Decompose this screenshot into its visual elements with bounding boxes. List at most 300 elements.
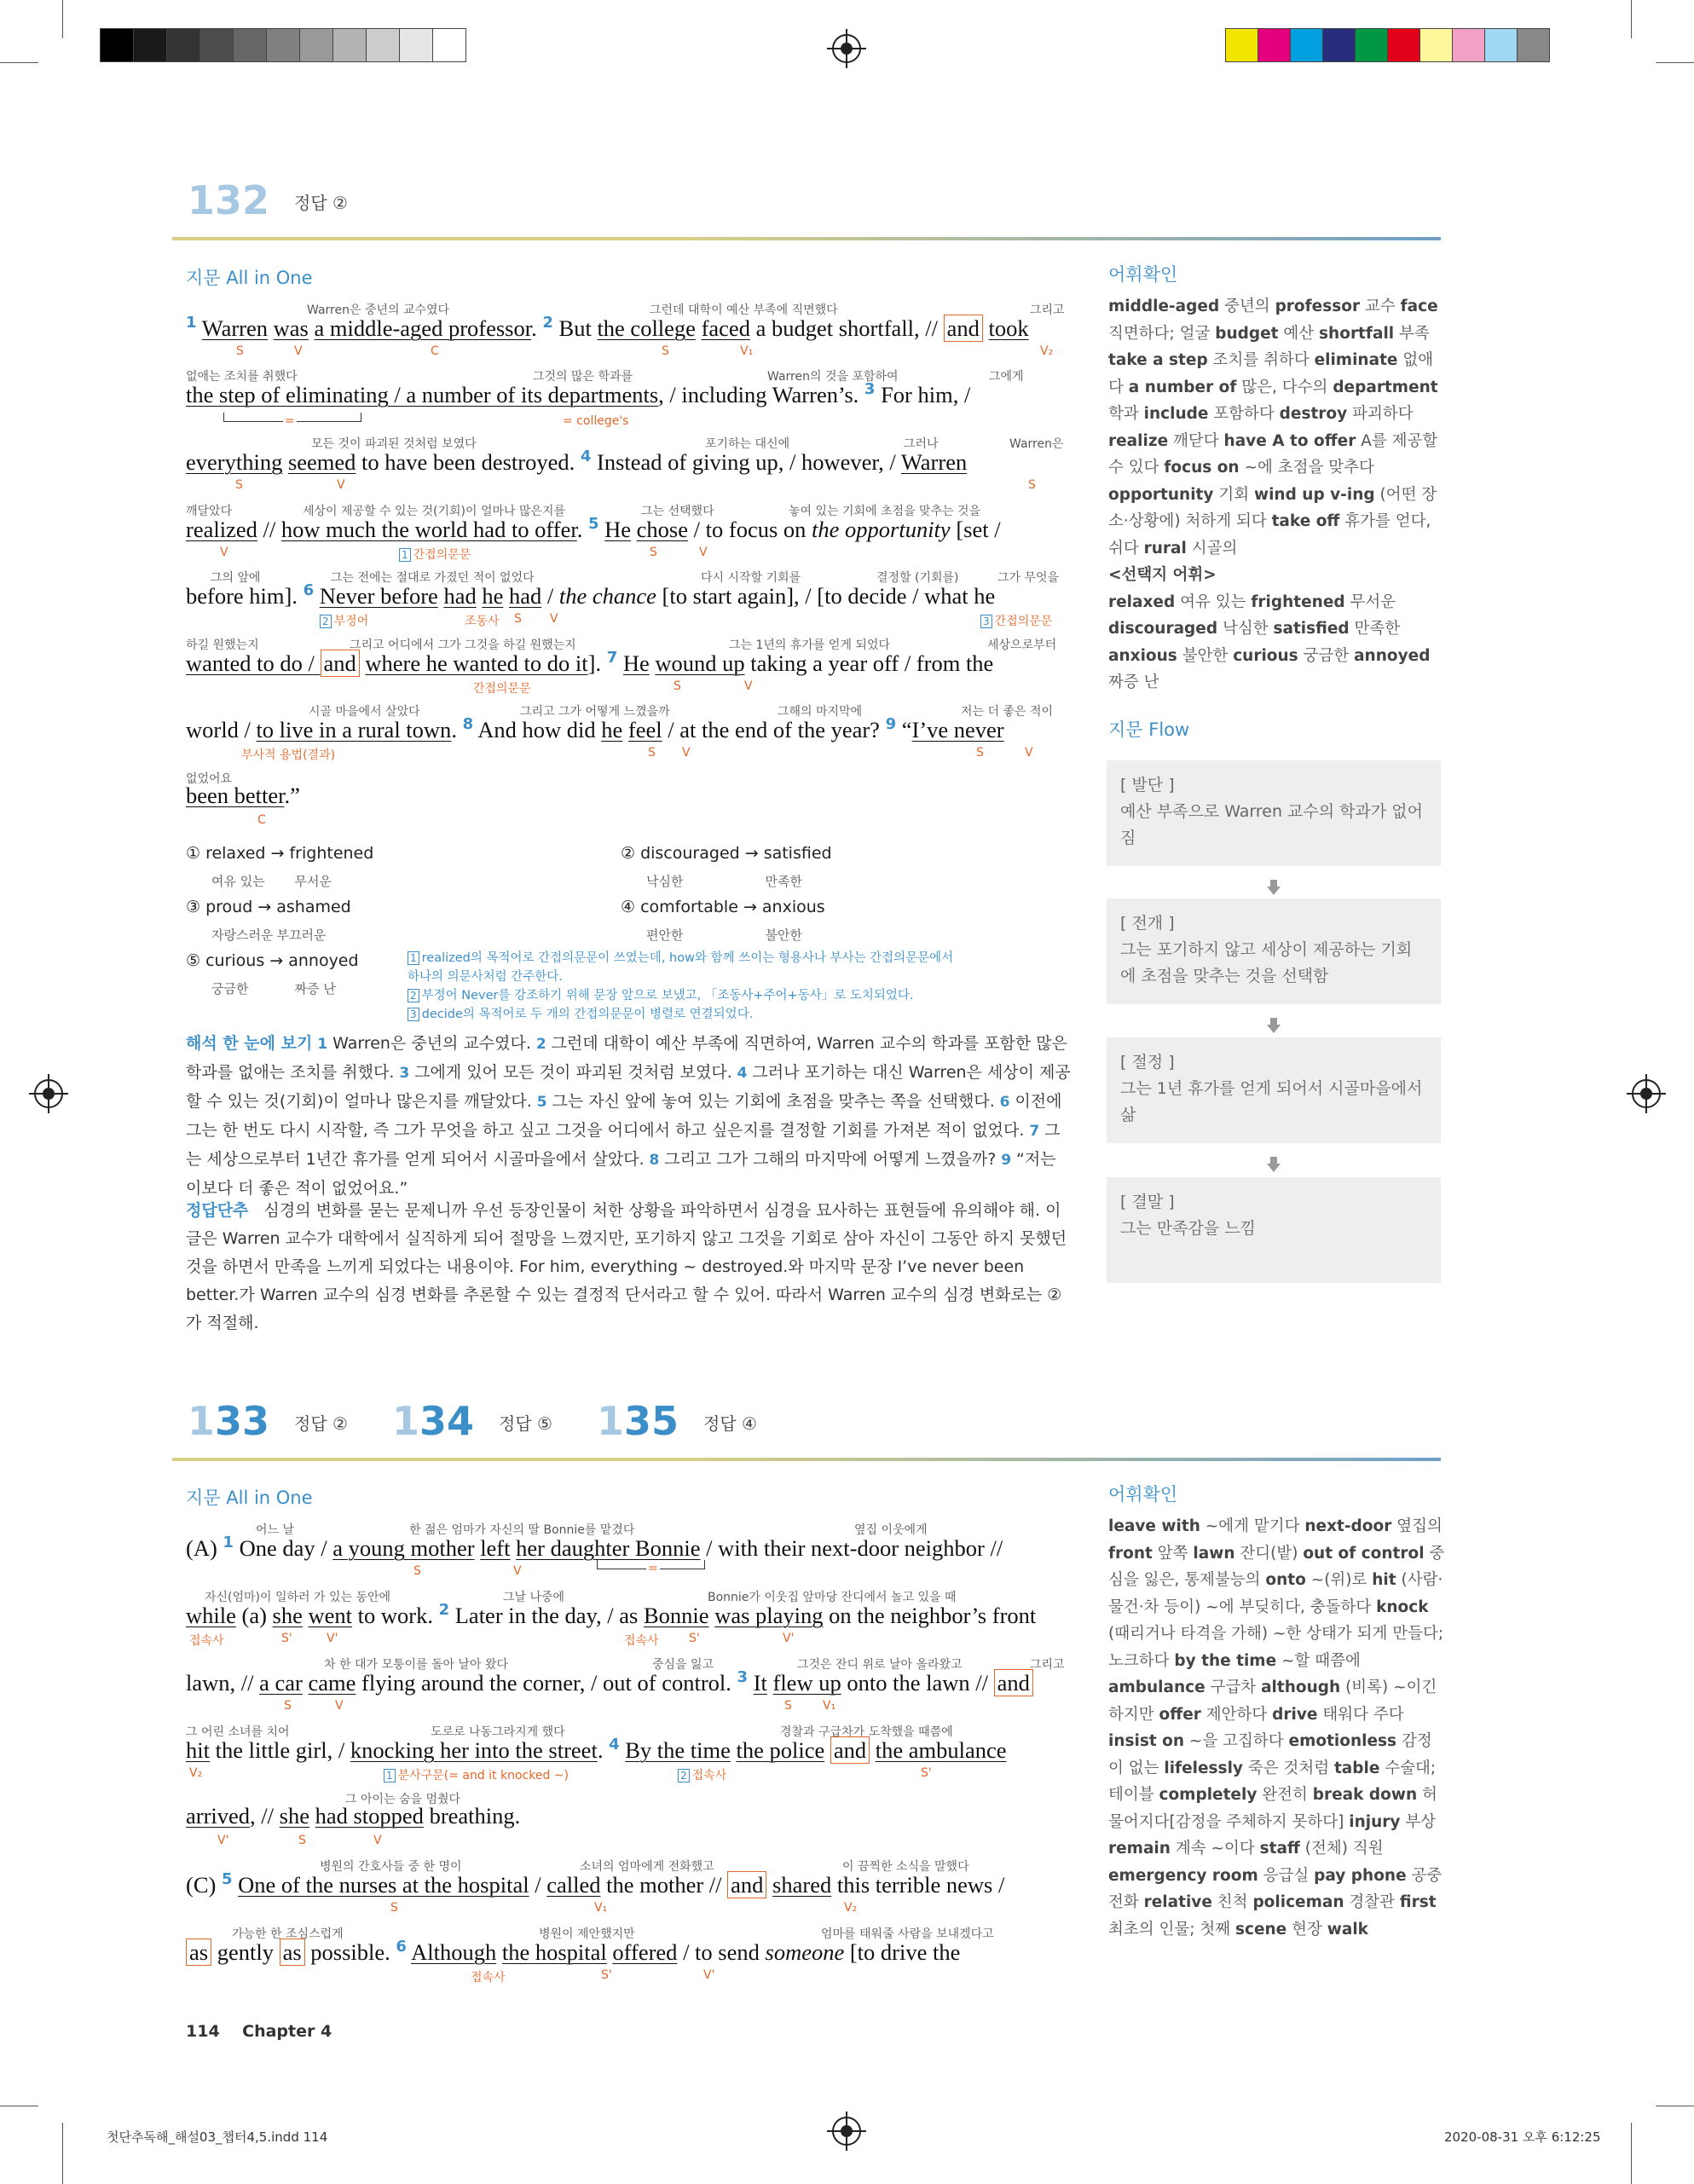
label: S'	[601, 1968, 612, 1982]
color-swatch	[332, 28, 367, 62]
gloss: 세상이 제공할 수 있는 것(기회)이 얼마나 많은지를	[303, 505, 566, 518]
vocab-word: a number of	[1128, 378, 1237, 396]
flow-text: 예산 부족으로 Warren 교수의 학과가 없어짐	[1120, 802, 1423, 847]
vocab-meaning: 잔디(밭)	[1234, 1544, 1304, 1563]
gloss: 그 아이는 숨을 멈췄다	[345, 1793, 461, 1806]
down-arrow-icon	[1267, 1164, 1281, 1172]
vocab-word: discouraged	[1108, 620, 1218, 638]
vocab-word: remain	[1108, 1840, 1171, 1858]
label: S	[976, 746, 984, 760]
vocab-word: completely	[1159, 1786, 1257, 1804]
answer-label: 정답 ④	[703, 1413, 757, 1434]
label: 1 간접의문문	[399, 546, 471, 563]
translated-sentence: “저는 이보다 더 좋은 적이 없었어요.”	[186, 1150, 1056, 1198]
color-swatch	[266, 28, 300, 62]
gloss: 그것은 잔디 위로 날아 올라왔고	[797, 1658, 963, 1672]
vocab-word: relaxed	[1108, 592, 1176, 611]
color-swatch	[432, 28, 466, 62]
question-number: 135	[597, 1398, 679, 1444]
vocab-word: department	[1333, 378, 1438, 396]
color-swatch	[1257, 28, 1291, 62]
gloss: 가능한 한 조심스럽게	[232, 1927, 344, 1941]
section-divider	[172, 1458, 1441, 1461]
option-gloss: 낙심한 만족한	[646, 874, 802, 889]
vocab-meaning: 수술대; 테이블	[1108, 1759, 1437, 1804]
vocab-meaning: 감정이 없는	[1108, 1732, 1432, 1777]
gloss: 없애는 조치를 취했다	[186, 370, 298, 384]
vocab-word: table	[1333, 1759, 1380, 1777]
vocab-meaning: 무서운	[1344, 592, 1396, 611]
translation-title: 해석 한 눈에 보기	[186, 1034, 313, 1053]
gloss: 그의 앞에	[211, 571, 261, 585]
gloss: 놓여 있는 기회에 초점을 맞추는 것을	[789, 505, 981, 518]
solution-block	[186, 1197, 1072, 1338]
vocab-meaning: 앞쪽	[1152, 1544, 1194, 1563]
vocab-word: front	[1108, 1544, 1153, 1563]
vocab-word: realize	[1108, 431, 1169, 450]
label: C	[431, 344, 439, 358]
color-swatch	[1355, 28, 1388, 62]
sentence: as gently as possible. $^6$ Although the hospital offered / to send someone [to drive the	[186, 1938, 960, 1966]
gloss: 없었어요	[186, 772, 233, 786]
sentence: realized // how much the world had to offer. $^5$ He chose / to focus on the opportunity [set /	[186, 515, 1001, 542]
flow-box	[1107, 1037, 1441, 1143]
vocab-meaning: 궁금한	[1298, 646, 1355, 665]
vocab-word: break down	[1312, 1786, 1418, 1804]
vocab-word: emergency room	[1108, 1866, 1258, 1885]
label: S'	[921, 1766, 932, 1780]
gloss: 차 한 대가 모퉁이를 돌아 날아 왔다	[324, 1658, 509, 1672]
vocab-word: relative	[1143, 1893, 1212, 1911]
sentence: (A) $^1$ One day / a young mother left her daughter Bonnie / with their next-door neighbor //	[186, 1534, 1003, 1561]
label: V'	[703, 1968, 715, 1982]
vocab-meaning: 태워다 주다	[1317, 1705, 1404, 1724]
label: 간접의문문	[473, 682, 531, 696]
vocab-word: drive	[1272, 1705, 1318, 1724]
gloss: Warren은	[1009, 437, 1064, 451]
vocab-list	[1108, 1513, 1445, 1943]
vocab-word: frightened	[1251, 592, 1345, 611]
vocab-meaning: ~에게 맡기다	[1200, 1517, 1305, 1535]
option-gloss: 궁금한 짜증 난	[211, 981, 336, 997]
down-arrow-icon	[1267, 887, 1281, 895]
vocab-meaning: 깨닫다	[1168, 431, 1224, 450]
label: S	[236, 344, 244, 358]
gloss: Warren은 중년의 교수였다	[307, 303, 450, 317]
vocab-meaning: 중심을 잃은, 통제불능의	[1108, 1544, 1445, 1589]
label: S	[298, 1834, 306, 1847]
vocab-meaning: 응급실	[1257, 1866, 1315, 1885]
vocab-word: knock	[1376, 1598, 1429, 1616]
vocab-meaning: 휴가를 얻다, 쉬다	[1108, 512, 1431, 558]
vocab-meaning: 중년의	[1219, 298, 1275, 315]
vocab-meaning: 포함하다	[1208, 405, 1280, 423]
color-swatch	[1484, 28, 1518, 62]
option-gloss: 여유 있는 무서운	[211, 874, 332, 889]
color-swatch	[1322, 28, 1356, 62]
print-timestamp: 2020-08-31 오후 6:12:25	[1444, 2129, 1601, 2145]
vocab-word: emotionless	[1288, 1732, 1397, 1750]
vocab-word: next-door	[1304, 1517, 1392, 1535]
vocab-meaning: 없애다	[1108, 351, 1434, 396]
label: 부사적 용법(결과)	[241, 748, 336, 762]
gloss: 시골 마을에서 살았다	[309, 705, 420, 719]
vocab-word: have A to offer	[1223, 431, 1356, 450]
translated-sentence: 그는 자신 앞에 놓여 있는 기회에 초점을 맞추는 쪽을 선택했다.	[552, 1092, 995, 1111]
translated-sentence: 그는 세상으로부터 1년간 휴가를 얻게 되어서 시골마을에서 살았다.	[186, 1121, 1061, 1169]
solution-title: 정답단추	[186, 1201, 249, 1220]
gloss: 결정할 (기회를)	[876, 571, 959, 585]
vocab-meaning: 구급차	[1205, 1678, 1262, 1696]
vocab-word: opportunity	[1108, 485, 1214, 504]
flow-stage: [ 절정 ]	[1120, 1053, 1175, 1072]
vocab-word: take off	[1271, 512, 1340, 530]
label: =	[285, 414, 295, 428]
flow-text: 그는 포기하지 않고 세상이 제공하는 기회에 초점을 맞추는 것을 선택함	[1120, 940, 1413, 985]
label: 3 간접의문문	[980, 612, 1052, 629]
vocab-word: rural	[1143, 539, 1187, 558]
option-3: ③ proud → ashamed	[186, 898, 351, 916]
flow-title: 지문 Flow	[1108, 719, 1190, 740]
color-swatch	[1290, 28, 1323, 62]
grammar-note: 1 realized의 목적어로 간접의문문이 쓰였는데, how와 함께 쓰이는 형용사나 부사는 간접의문문에서	[408, 948, 953, 966]
vocab-meaning: 만족한	[1349, 620, 1401, 638]
question-number: 132	[188, 177, 270, 223]
gloss: 병원이 제안했지만	[539, 1927, 635, 1941]
label: V	[513, 1564, 522, 1578]
label: V	[1025, 746, 1033, 760]
label: V	[335, 1699, 344, 1713]
grammar-note: 하나의 의문사처럼 간주한다.	[408, 970, 563, 984]
vocab-meaning: 죽은 것처럼	[1242, 1759, 1334, 1777]
vocab-meaning: 기회	[1213, 485, 1254, 504]
option-4: ④ comfortable → anxious	[621, 898, 825, 916]
vocab-word: offer	[1159, 1705, 1201, 1724]
color-swatch	[399, 28, 433, 62]
label: =	[648, 1562, 658, 1575]
sentence-number: 9	[996, 1152, 1016, 1169]
vocab-meaning: 낙심한	[1217, 620, 1274, 638]
label: 접속사	[624, 1634, 659, 1648]
vocab-word: destroy	[1279, 405, 1348, 423]
gloss: 깨달았다	[186, 505, 233, 518]
translated-sentence: Warren은 중년의 교수였다.	[332, 1034, 531, 1053]
gloss: 옆집 이웃에게	[854, 1523, 928, 1537]
color-swatch	[1419, 28, 1453, 62]
flow-box	[1107, 1177, 1441, 1283]
sentence-number: 4	[731, 1065, 753, 1082]
label: = college's	[563, 414, 629, 428]
label: 조동사	[465, 615, 500, 628]
file-slug: 첫단추독해_해설03_챕터4,5.indd 114	[107, 2129, 328, 2145]
vocab-meaning: ~을 고집하다	[1184, 1732, 1289, 1750]
vocab-word: ambulance	[1108, 1678, 1205, 1696]
solution-text: 심경의 변화를 묻는 문제니까 우선 등장인물이 처한 상황을 파악하면서 심경을 묘사하는 표현들에 유의해야 해. 이 글은 Warren 교수가 대학에서 실직하게 되어 절망을 느꼈지만, 포기하지 않고 그것을 기회로 삼아 자신이 그동안 하지 못했던 것을 하면서 만족을 느끼게 되었다는 내용이야. For him, everything ~ destroyed.와 마지막 문장 I’ve never been better.가 Warren 교수의 심경 변화를 추론할 수 있는 결정적 단서라고 할 수 있어. 따라서 Warren 교수의 심경 변화로는 ②가 적절해.	[186, 1201, 1067, 1332]
color-swatch	[100, 28, 134, 62]
flow-stage: [ 발단 ]	[1120, 776, 1175, 794]
vocab-meaning: ~에 초점을 맞추다	[1239, 459, 1374, 477]
vocab-meaning: 친척	[1211, 1893, 1253, 1911]
vocab-meaning: 경찰관	[1344, 1893, 1400, 1911]
vocab-meaning: 학과	[1108, 405, 1144, 423]
gloss: 어느 날	[256, 1523, 295, 1537]
vocab-meaning: ~(위)로	[1305, 1571, 1373, 1589]
label: V	[337, 478, 345, 492]
question-number: 133	[188, 1398, 270, 1444]
vocab-meaning: 최초의 인물; 첫째	[1108, 1920, 1235, 1938]
label: 2 부정어	[320, 612, 368, 629]
label: S	[514, 612, 522, 626]
vocab-word: curious	[1233, 646, 1298, 665]
label: V	[220, 546, 228, 559]
gloss: 도로로 나동그라지게 했다	[431, 1725, 565, 1739]
gloss: 그는 전에는 절대로 가졌던 적이 없었다	[331, 571, 535, 585]
vocab-word: budget	[1215, 324, 1279, 343]
answer-label: 정답 ⑤	[499, 1413, 552, 1434]
color-swatch	[1452, 28, 1485, 62]
flow-stage: [ 결말 ]	[1120, 1193, 1175, 1211]
registration-mark-icon	[832, 2117, 861, 2146]
color-swatch	[133, 28, 167, 62]
vocab-word: annoyed	[1354, 646, 1431, 665]
gloss: 이 끔찍한 소식을 말했다	[842, 1860, 969, 1874]
label: V₂	[189, 1766, 203, 1780]
color-swatch	[1387, 28, 1420, 62]
label: V₁	[823, 1699, 836, 1713]
vocab-word: first	[1399, 1893, 1437, 1911]
translated-sentence: 그런데 대학이 예산 부족에 직면하여, Warren 교수의 학과를 포함한 많은 학과를 없애는 조치를 취했다.	[186, 1034, 1067, 1082]
sentence: lawn, // a car came flying around the corner, / out of control. $^3$ It flew up onto the lawn // and	[186, 1668, 1033, 1696]
vocab-word: anxious	[1108, 646, 1177, 665]
vocab-word: face	[1400, 298, 1438, 315]
label: V	[373, 1834, 382, 1847]
vocab-meaning: 많은, 다수의	[1236, 378, 1333, 396]
sentence-number: 1	[317, 1036, 333, 1053]
option-gloss: 자랑스러운 부끄러운	[211, 927, 327, 943]
gloss: 중심을 잃고	[652, 1658, 714, 1672]
flow-box	[1107, 898, 1441, 1004]
label: V	[682, 746, 691, 760]
gloss: 그가 무엇을	[997, 571, 1060, 585]
vocab-word: take a step	[1108, 351, 1208, 369]
gloss: 자신(엄마)이 일하러 가 있는 동안에	[205, 1591, 391, 1604]
gloss: 그러나	[904, 437, 939, 451]
vocab-word: injury	[1349, 1812, 1401, 1831]
vocab-meaning: (어떤 장소·상황에) 처하게 되다	[1108, 485, 1437, 530]
gloss: 그리고 그가 어떻게 느꼈을까	[520, 705, 670, 719]
page-number: 114 Chapter 4	[186, 2022, 332, 2041]
vocab-word: lawn	[1193, 1544, 1235, 1563]
section-divider	[172, 237, 1441, 240]
label: S	[1028, 478, 1036, 492]
vocab-meaning: 부족	[1394, 324, 1430, 343]
vocab-meaning: (전체) 직원	[1299, 1840, 1384, 1858]
answer-label: 정답 ②	[294, 1413, 348, 1434]
sentence: while (a) she went to work. $^2$ Later in the day, / as Bonnie was playing on the neighbor’s front	[186, 1601, 1037, 1628]
label: S'	[689, 1632, 700, 1645]
gloss: 저는 더 좋은 적이	[961, 705, 1054, 719]
label: V'	[217, 1834, 229, 1847]
vocab-meaning: 제안하다	[1200, 1705, 1273, 1724]
sentence: the step of eliminating / a number of its departments, / including Warren’s. $^3$ For him, /	[186, 380, 971, 407]
label: V	[699, 546, 708, 559]
gloss: 그해의 마지막에	[778, 705, 863, 719]
question-number: 134	[392, 1398, 475, 1444]
gloss: 그리고	[1030, 1658, 1065, 1672]
vocab-meaning: 부상	[1400, 1812, 1437, 1831]
sentence: wanted to do / and where he wanted to do it]. $^7$ He wound up taking a year off / from the	[186, 649, 994, 676]
label: S'	[281, 1632, 292, 1645]
sentence: everything seemed to have been destroyed. $^4$ Instead of giving up, / however, / Warren	[186, 448, 968, 475]
gloss: 엄마를 태워줄 사람을 보내겠다고	[821, 1927, 994, 1941]
sentence-number: 6	[994, 1094, 1015, 1111]
vocab-word: eliminate	[1314, 351, 1398, 369]
answer-label: 정답 ②	[294, 193, 348, 213]
label: V₂	[1040, 344, 1054, 358]
registration-mark-icon	[832, 34, 861, 63]
label: S	[235, 478, 243, 492]
sentence-number: 8	[644, 1152, 665, 1169]
section-title: 지문 All in One	[186, 1488, 313, 1508]
label: S	[662, 344, 669, 358]
vocab-meaning: 직면하다; 얼굴	[1108, 324, 1216, 343]
sentence-number: 5	[531, 1094, 552, 1111]
gloss: 그날 나중에	[503, 1591, 565, 1604]
section-title: 지문 All in One	[186, 268, 313, 288]
option-2: ② discouraged → satisfied	[621, 844, 832, 863]
vocab-word: insist on	[1108, 1732, 1185, 1750]
sentence-number: 2	[530, 1036, 552, 1053]
vocab-word: out of control	[1303, 1544, 1425, 1563]
option-gloss: 편안한 불안한	[646, 927, 802, 943]
vocab-meaning: 시골의	[1186, 539, 1238, 558]
crop-mark	[62, 0, 63, 38]
vocab-list	[1108, 293, 1445, 696]
option-5: ⑤ curious → annoyed	[186, 951, 359, 970]
color-swatch	[299, 28, 333, 62]
label: 접속사	[471, 1971, 506, 1985]
color-swatch	[199, 28, 234, 62]
vocab-word: satisfied	[1273, 620, 1350, 638]
translated-sentence: 이전에 그는 한 번도 다시 시작할, 즉 그가 무엇을 하고 싶고 그것을 어디에서 하고 싶은지를 결정할 기회를 가져본 적이 없었다.	[186, 1092, 1062, 1140]
label: V'	[783, 1632, 795, 1645]
vocab-meaning: 계속 ~이다	[1170, 1840, 1260, 1858]
label: V₂	[844, 1901, 858, 1915]
registration-mark-icon	[1632, 1079, 1661, 1108]
vocab-word: although	[1261, 1678, 1341, 1696]
flow-box	[1107, 760, 1441, 866]
sentence: hit the little girl, / knocking her into the street. $^4$ By the time the police and the ambulance	[186, 1736, 1007, 1763]
gloss: 그리고	[1030, 303, 1065, 317]
label: S	[650, 546, 657, 559]
label: V	[550, 612, 558, 626]
vocab-word: wind up v-ing	[1253, 485, 1375, 504]
label: C	[257, 813, 266, 827]
vocab-meaning: 옆집의	[1391, 1517, 1443, 1535]
label: S	[648, 746, 656, 760]
label: S	[413, 1564, 421, 1578]
vocab-meaning: (사람·물건·차 등이) ~에 부딪히다, 충돌하다	[1108, 1571, 1443, 1616]
grammar-note: 3 decide의 목적어로 두 개의 간접의문문이 병렬로 연결되었다.	[408, 1004, 753, 1022]
translation-block	[186, 1030, 1072, 1203]
gloss: 병원의 간호사들 중 한 명이	[320, 1860, 462, 1874]
gloss: Bonnie가 이웃집 앞마당 잔디에서 놀고 있을 때	[708, 1591, 957, 1604]
gloss: 그런데 대학이 예산 부족에 직면했다	[650, 303, 838, 317]
vocab-word: walk	[1327, 1920, 1368, 1938]
gloss: 다시 시작할 기회를	[701, 571, 801, 585]
gloss: 그리고 어디에서 그가 그것을 하길 원했는지	[350, 638, 576, 652]
gloss: 그에게	[989, 370, 1024, 384]
gloss: 모든 것이 파괴된 것처럼 보였다	[311, 437, 477, 451]
vocab-meaning: (비록) ~이긴 하지만	[1108, 1678, 1437, 1724]
vocab-meaning: 공중전화	[1108, 1866, 1443, 1911]
vocab-word: hit	[1372, 1571, 1396, 1589]
vocab-meaning: 짜증 난	[1108, 673, 1159, 691]
color-swatch	[233, 28, 267, 62]
grammar-note: 2 부정어 Never를 강조하기 위해 문장 앞으로 보냈고, 「조동사+주어+동사」로 도치되었다.	[408, 985, 913, 1003]
vocab-word: include	[1143, 405, 1209, 423]
gloss: 하길 원했는지	[186, 638, 259, 652]
vocab-meaning: 현장	[1286, 1920, 1327, 1938]
vocab-word: pay phone	[1314, 1866, 1407, 1885]
label: V₁	[594, 1901, 608, 1915]
vocab-meaning: ~할 때쯤에	[1276, 1651, 1361, 1670]
gloss: 그 어린 소녀를 치어	[186, 1725, 290, 1739]
color-swatch	[1517, 28, 1550, 62]
vocab-word: policeman	[1252, 1893, 1344, 1911]
label: V'	[327, 1632, 338, 1645]
vocab-word: staff	[1259, 1840, 1300, 1858]
vocab-meaning: (때리거나 타격을 가해) ~한 상태가 되게 만들다; 노크하다	[1108, 1625, 1444, 1670]
vocab-word: leave with	[1108, 1517, 1200, 1535]
sentence: (C) $^5$ One of the nurses at the hospital / called the mother // and shared this terrible news /	[186, 1870, 1005, 1898]
sentence: been better.”	[186, 783, 300, 808]
label: V₁	[740, 344, 754, 358]
label: 1 분사구문(= and it knocked ~)	[384, 1766, 569, 1783]
vocab-word: middle-aged	[1108, 298, 1220, 315]
down-arrow-icon	[1267, 1025, 1281, 1033]
gloss: Warren의 것을 포함하여	[767, 370, 899, 384]
vocab-meaning: 교수	[1360, 298, 1401, 315]
vocab-title: 어휘확인	[1108, 1484, 1178, 1505]
vocab-meaning: 허물어지다[감정을 주체하지 못하다]	[1108, 1786, 1437, 1831]
vocab-meaning: 파괴하다	[1347, 405, 1414, 423]
color-swatch	[366, 28, 400, 62]
translated-sentence: 그에게 있어 모든 것이 파괴된 것처럼 보였다.	[414, 1063, 732, 1082]
vocab-word: focus on	[1164, 459, 1240, 477]
label: S	[284, 1699, 292, 1713]
color-swatch	[1225, 28, 1258, 62]
sentence: $^1$ Warren was a middle-aged professor. $^2$ But the college faced a budget shortfall, // and took	[186, 314, 1029, 341]
vocab-word: onto	[1265, 1571, 1306, 1589]
vocab-meaning: 예산	[1278, 324, 1320, 343]
sentence: arrived, // she had stopped breathing.	[186, 1803, 521, 1829]
vocab-meaning: 조치를 취하다	[1207, 351, 1315, 369]
gloss: 경찰과 구급차가 도착했을 때쯤에	[780, 1725, 953, 1739]
vocab-word: lifelessly	[1164, 1759, 1243, 1777]
flow-stage: [ 전개 ]	[1120, 914, 1175, 933]
option-1: ① relaxed → frightened	[186, 844, 374, 863]
sentence: before him]. $^6$ Never before had he had / the chance [to start again], / [to decide / what he	[186, 581, 996, 609]
gloss: 그것의 많은 학과를	[533, 370, 633, 384]
vocab-word: scene	[1234, 1920, 1287, 1938]
vocab-word: by the time	[1174, 1651, 1277, 1670]
vocab-subtitle: <선택지 어휘>	[1108, 566, 1217, 584]
sentence-number: 7	[1024, 1123, 1045, 1140]
flow-text: 그는 만족감을 느낌	[1120, 1219, 1256, 1238]
registration-mark-icon	[34, 1079, 63, 1108]
sentence-number: 3	[394, 1065, 415, 1082]
